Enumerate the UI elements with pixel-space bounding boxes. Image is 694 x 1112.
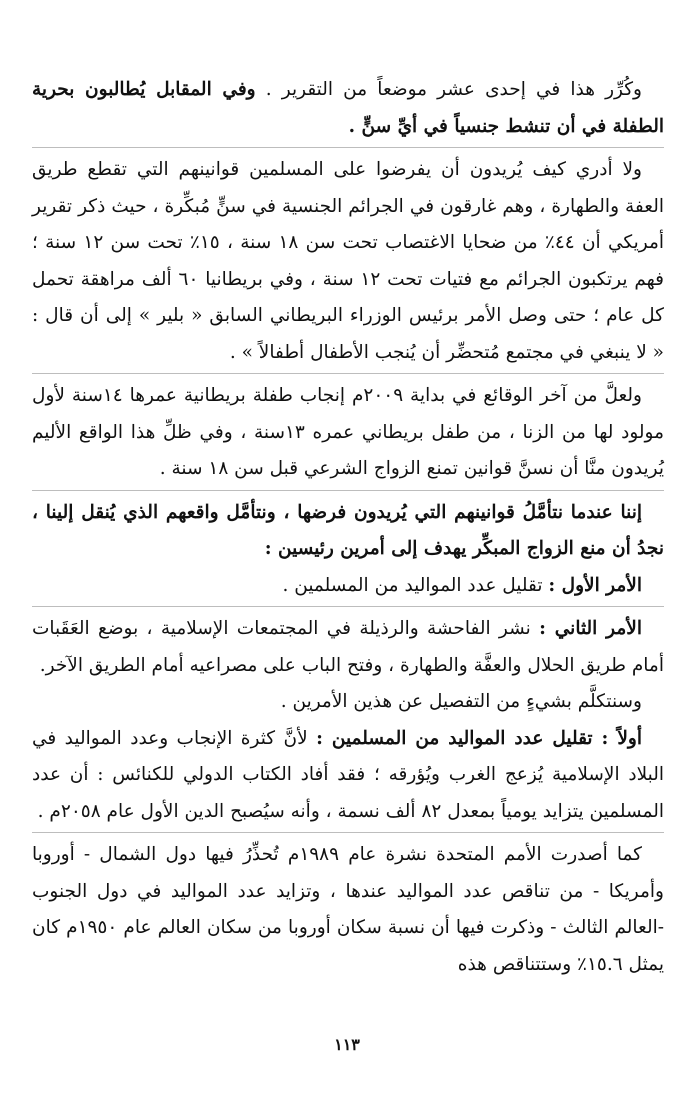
paragraph-9-text: كما أصدرت الأمم المتحدة نشرة عام ١٩٨٩م تُحذِّرُ فيها دول الشمال - أوروبا وأمريكا - من تناقص عدد المواليد عندها ، وتزايد عدد المواليد في دول الجنوب -العالم الثالث - وذكرت فيها أن نسبة سكان أوروبا من سكان العالم عام ١٩٥٠م كان يمثل ١٥.٦٪ وستتناقص هذه: [32, 844, 664, 975]
paragraph-1-bold: وفي المقابل يُطالبون بحرية الطفلة في أن تنشط جنسياً في أيِّ سنٍّ .: [32, 79, 664, 137]
divider: [32, 490, 664, 491]
paragraph-7-text: وسنتكلَّم بشيءٍ من التفصيل عن هذين الأمرين .: [280, 691, 642, 712]
paragraph-1: [32, 72, 664, 145]
page-body: [32, 72, 664, 983]
paragraph-9: [32, 837, 664, 983]
paragraph-3-text: ولعلَّ من آخر الوقائع في بداية ٢٠٠٩م إنجاب طفلة بريطانية عمرها ١٤سنة لأول مولود لها من الزنا ، من طفل بريطاني عمره ١٣سنة ، وفي ظلِّ هذا الواقع الأليم يُريدون منَّا أن نسنَّ قوانين تمنع الزواج الشرعي قبل سن ١٨ سنة .: [32, 385, 664, 479]
page-number: ١١٣: [334, 1035, 360, 1054]
divider: [32, 606, 664, 607]
paragraph-4-bold: إننا عندما نتأمَّلُ قوانينهم التي يُريدون فرضها ، ونتأمَّل واقعهم الذي يُنقل إلينا ، نجدُ أن منع الزواج المبكِّر يهدف إلى أمرين رئيسين :: [32, 501, 664, 559]
divider: [32, 147, 664, 148]
paragraph-8: [32, 721, 664, 831]
paragraph-8-lead: أولاً : تقليل عدد المواليد من المسلمين :: [316, 727, 642, 749]
paragraph-5: [32, 568, 664, 605]
paragraph-6-lead: الأمر الثاني :: [539, 618, 642, 639]
paragraph-1-text: وكُرِّر هذا في إحدى عشر موضعاً من التقرير .: [255, 79, 642, 100]
paragraph-3: [32, 378, 664, 488]
paragraph-5-lead: الأمر الأول :: [548, 574, 642, 596]
paragraph-8-text: لأنَّ كثرة الإنجاب وعدد المواليد في البلاد الإسلامية يُزعج الغرب ويُؤرقه ؛ فقد أفاد الكتاب الدولي للكنائس : أن عدد المسلمين يتزايد يومياً بمعدل ٨٢ ألف نسمة ، وأنه سيُصبح الدين الأول عام ٢٠٥٨م .: [32, 727, 664, 822]
divider: [32, 373, 664, 374]
paragraph-7: [32, 684, 664, 721]
paragraph-4: [32, 495, 664, 568]
paragraph-5-text: تقليل عدد المواليد من المسلمين .: [282, 574, 549, 596]
paragraph-2: [32, 152, 664, 371]
divider: [32, 832, 664, 833]
paragraph-6: [32, 611, 664, 684]
paragraph-6-text: نشر الفاحشة والرذيلة في المجتمعات الإسلامية ، بوضع العَقَبات أمام طريق الحلال والعفَّة والطهارة ، وفتح الباب على مصراعيه أمام الطريق الآخر.: [32, 618, 664, 676]
paragraph-2-text: ولا أدري كيف يُريدون أن يفرضوا على المسلمين قوانينهم التي تقطع طريق العفة والطهارة ، وهم غارقون في الجرائم الجنسية في سنٍّ مُبكِّرة ، حيث ذكر تقرير أمريكي أن ٤٤٪ من ضحايا الاغتصاب تحت سن ١٨ سنة ، ١٥٪ تحت سن ١٢ سنة ؛ فهم يرتكبون الجرائم مع فتيات تحت ١٢ سنة ، وفي بريطانيا ٦٠ ألف مراهقة تحمل كل عام ؛ حتى وصل الأمر برئيس الوزراء البريطاني السابق « بلير » إلى أن قال : « لا ينبغي في مجتمع مُتحضِّر أن يُنجب الأطفال أطفالاً » .: [32, 159, 665, 363]
